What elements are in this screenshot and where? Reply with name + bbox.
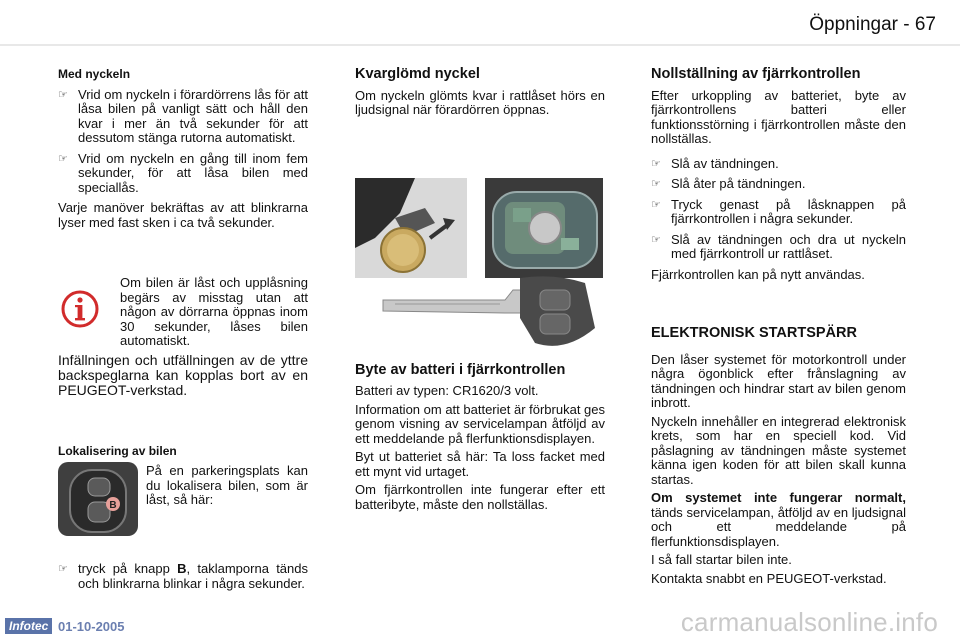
infotec-logo: Infotec <box>5 618 52 634</box>
bullet-text-post: , taklamporna tänds och blinkrarna blinkar i några sekunder. <box>78 561 308 591</box>
battery-p2: Information om att batteriet är förbrukat ges genom visning av servicelampan åtföljd av ett meddelande på flerfunktionsdisplayen. <box>355 401 606 446</box>
pointing-hand-icon: ☞ <box>651 178 661 190</box>
bullet-text: Vrid om nyckeln i förardörrens lås för att låsa bilen på vanligt sätt och håll den kvar i mer än två sekunder för att dessutom stänga rutorna automatiskt. <box>78 86 308 145</box>
imm-p3-rest: tänds servicelampan, åtföljd av en ljudsignal och ett meddelande på flerfunktionsdisplayen. <box>651 504 906 549</box>
list-item <box>58 562 308 591</box>
locate-block <box>58 464 308 554</box>
list-item <box>651 177 906 192</box>
battery-p1: Batteri av typen: CR1620/3 volt. <box>355 383 539 398</box>
step-text: Slå av tändningen och dra ut nyckeln med fjärrkontroll ur rattlåset. <box>671 231 906 261</box>
pointing-hand-icon: ☞ <box>651 233 661 246</box>
info-note <box>58 276 308 349</box>
bullet-text-pre: tryck på knapp <box>78 561 178 576</box>
reset-intro: Efter urkoppling av batteriet, byte av fjärrkontrollens batteri eller funktionsstörning i fjärrkontrollen måste den nollställas. <box>651 87 906 146</box>
locate-heading: Lokalisering av bilen <box>58 443 177 458</box>
battery-heading: Byte av batteri i fjärrkontrollen <box>355 361 566 378</box>
remote-fob-icon <box>58 462 138 536</box>
step-text: Slå av tändningen. <box>671 155 779 171</box>
pointing-hand-icon: ☞ <box>58 88 68 101</box>
list-item <box>651 233 906 262</box>
imm-p4: I så fall startar bilen inte. <box>651 552 792 567</box>
info-text: Om bilen är låst och upplåsning begärs av misstag utan att någon av dörrarna öppnas inom 30 sekunder, låses bilen automatiskt. <box>120 275 308 348</box>
imm-p1: Den låser systemet för motorkontroll under några ögonblick efter frånslagning av tändningen och hindrar start av bilen genom inbrott. <box>651 351 906 410</box>
confirm-text: Varje manöver bekräftas av att blinkrarna lyser med fast sken i ca två sekunder. <box>58 200 308 230</box>
list-item <box>58 88 308 146</box>
list-item <box>651 198 906 227</box>
battery-p3: Byt ut batteriet så här: Ta loss facket med ett mynt vid urtaget. <box>355 449 605 479</box>
bullet-key: B <box>177 561 187 576</box>
imm-p3-bold: Om systemet inte fungerar normalt, <box>651 490 906 505</box>
pointing-hand-icon: ☞ <box>651 157 661 170</box>
reset-heading: Nollställning av fjärrkontrollen <box>651 66 861 82</box>
forgotten-key-heading: Kvarglömd nyckel <box>355 66 480 82</box>
watermark: carmanualsonline.info <box>680 607 938 637</box>
forgotten-text: Om nyckeln glömts kvar i rattlåset hörs en ljudsignal när förardörren öppnas. <box>355 87 605 117</box>
column-right <box>651 67 906 590</box>
imm-p2: Nyckeln innehåller en integrerad elektronisk krets, som har en speciell kod. Vid påslagning av tändningen måste systemet känna igen koden för att bilen skall kunna startas. <box>651 413 906 487</box>
imm-p3 <box>651 491 906 549</box>
battery-illustration <box>355 178 605 353</box>
pointing-hand-icon: ☞ <box>58 152 68 165</box>
pointing-hand-icon: ☞ <box>651 198 661 211</box>
list-item <box>651 157 906 172</box>
fob-button-label: B <box>109 500 117 511</box>
footer-date: 01-10-2005 <box>58 619 125 634</box>
mirror-text: Infällningen och utfällningen av de yttre backspeglarna kan kopplas bort av en PEUGEOT-verkstad. <box>58 351 308 398</box>
key-battery-icon <box>355 178 605 353</box>
page-header: Öppningar - 67 <box>809 14 936 35</box>
imm-p5: Kontakta snabbt en PEUGEOT-verkstad. <box>651 570 887 586</box>
column-middle <box>355 67 605 516</box>
immobilizer-heading: ELEKTRONISK STARTSPÄRR <box>651 325 857 341</box>
page-footer <box>0 607 960 640</box>
pointing-hand-icon: ☞ <box>58 563 68 575</box>
step-text: Tryck genast på låsknappen på fjärrkontrollen i några sekunder. <box>671 196 906 226</box>
header-divider <box>0 44 960 46</box>
step-text: Slå åter på tändningen. <box>671 176 806 191</box>
reset-outro: Fjärrkontrollen kan på nytt användas. <box>651 266 865 282</box>
with-key-heading: Med nyckeln <box>58 67 131 81</box>
battery-p4: Om fjärrkontrollen inte fungerar efter ett batteribyte, måste den nollställas. <box>355 482 605 512</box>
column-left <box>58 67 308 597</box>
locate-text: På en parkeringsplats kan du lokalisera bilen, som är låst, så här: <box>146 463 308 507</box>
info-icon <box>60 289 100 329</box>
list-item <box>58 152 308 196</box>
bullet-text: Vrid om nyckeln en gång till inom fem sekunder, för att låsa bilen med speciallås. <box>78 150 308 195</box>
